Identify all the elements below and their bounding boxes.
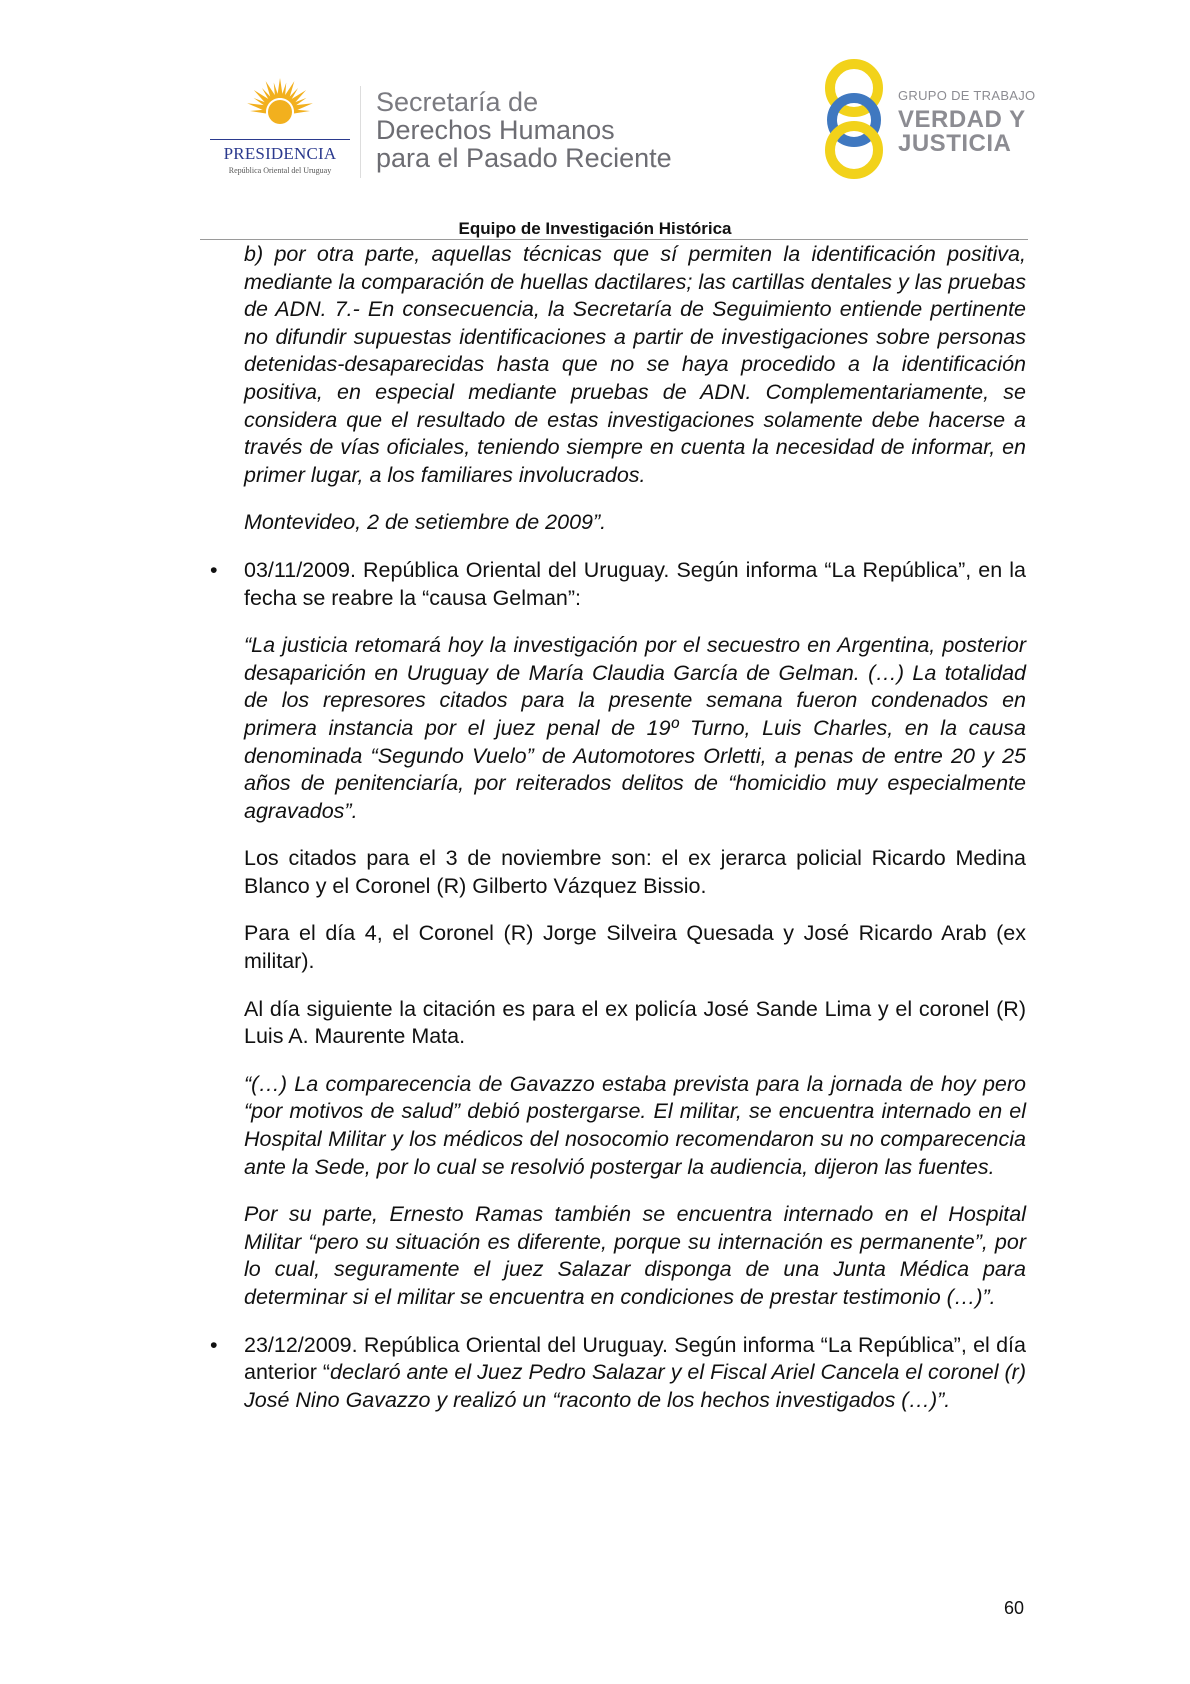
- paragraph-dia-4: Para el día 4, el Coronel (R) Jorge Silveira Quesada y José Ricardo Arab (ex militar).: [244, 921, 1026, 974]
- grupo-line-1: GRUPO DE TRABAJO: [898, 88, 1036, 103]
- grupo-trabajo-title: [898, 89, 1035, 156]
- bullet-2-text: 23/12/2009. República Oriental del Uruguay. Según informa “La República”, el día anterior “: [244, 1332, 1026, 1385]
- presidencia-name: PRESIDENCIA: [223, 144, 337, 163]
- paragraph-1: b) por otra parte, aquellas técnicas que sí permiten la identificación positiva, mediante la comparación de huellas dactilares; las cartillas dentales y las pruebas de ADN. 7.- En consecuencia, la Secretaría de Seguimiento entiende pertinente no difundir supuestas identificaciones a partir de investigaciones sobre personas detenidas-desaparecidas hasta que no se haya procedido a la identificación positiva, en especial mediante pruebas de ADN. Complementariamente, se considera que el resultado de estas investigaciones solamente debe hacerse a través de vías oficiales, teniendo siempre en cuenta la necesidad de informar, en primer lugar, a los familiares involucrados.: [244, 242, 1026, 487]
- presidencia-rule: [210, 139, 350, 140]
- paragraph-citados: Los citados para el 3 de noviembre son: el ex jerarca policial Ricardo Medina Blanco y el Coronel (R) Gilberto Vázquez Bissio.: [244, 846, 1026, 898]
- paragraph-quote-2: “(…) La comparecencia de Gavazzo estaba prevista para la jornada de hoy pero “por motivos de salud” debió postergarse. El militar, se encuentra internado en el Hospital Militar y los médicos del nosocomio recomendaron su no comparecencia ante la Sede, por lo cual se resolvió postergar la audiencia, dijeron las fuentes.: [244, 1071, 1026, 1179]
- presidencia-subtitle: República Oriental del Uruguay: [228, 166, 332, 175]
- bullet-icon: •: [210, 557, 218, 582]
- presidencia-logo: [200, 78, 360, 182]
- bullet-icon: •: [210, 1332, 218, 1357]
- secretaria-line-1: Secretaría de: [376, 87, 539, 117]
- document-body: [210, 241, 1026, 1434]
- paragraph-quote-3: Por su parte, Ernesto Ramas también se encuentra internado en el Hospital Militar “pero su situación es diferente, porque su internación es permanente”, por lo cual, seguramente el juez Salazar disponga de una Junta Médica para determinar si el militar se encuentra en condiciones de prestar testimonio (…)”.: [244, 1202, 1026, 1309]
- bullet-2-quote: declaró ante el Juez Pedro Salazar y el Fiscal Ariel Cancela el coronel (r) José Nino Gavazzo y realizó un “raconto de los hechos investigados (…)”.: [244, 1360, 1026, 1412]
- paragraph-dia-siguiente: Al día siguiente la citación es para el ex policía José Sande Lima y el coronel (R) Luis A. Maurente Mata.: [244, 996, 1026, 1049]
- bullet-1-text: 03/11/2009. República Oriental del Uruguay. Según informa “La República”, en la fecha se reabre la “causa Gelman”:: [244, 557, 1026, 610]
- verdad-justicia-rings-icon: [818, 56, 908, 181]
- paragraph-quote-1: “La justicia retomará hoy la investigación por el secuestro en Argentina, posterior desaparición en Uruguay de María Claudia García de Gelman. (…) La totalidad de los represores citados para la presente semana fueron condenados en primera instancia por el juez penal de 19º Turno, Luis Charles, en la causa denominada “Segundo Vuelo” de Automotores Orletti, a penas de entre 20 y 25 años de penitenciaría, por reiterados delitos de “homicidio muy especialmente agravados”.: [244, 633, 1026, 823]
- logo-divider: [360, 86, 361, 178]
- team-title: Equipo de Investigación Histórica: [458, 219, 732, 238]
- page-header: [0, 0, 1190, 215]
- bullet-item-1: [210, 557, 1026, 612]
- bullet-item-2: [210, 1332, 1026, 1415]
- header-rule: [200, 239, 1028, 240]
- paragraph-date: Montevideo, 2 de setiembre de 2009”.: [244, 510, 607, 535]
- secretaria-line-3: para el Pasado Reciente: [376, 143, 672, 173]
- grupo-line-2: VERDAD Y: [898, 106, 1026, 133]
- secretaria-line-2: Derechos Humanos: [376, 115, 615, 145]
- grupo-line-3: JUSTICIA: [898, 130, 1012, 157]
- page-number: 60: [1004, 1598, 1025, 1618]
- secretaria-title: [376, 88, 672, 172]
- sun-emblem-icon: [240, 78, 320, 140]
